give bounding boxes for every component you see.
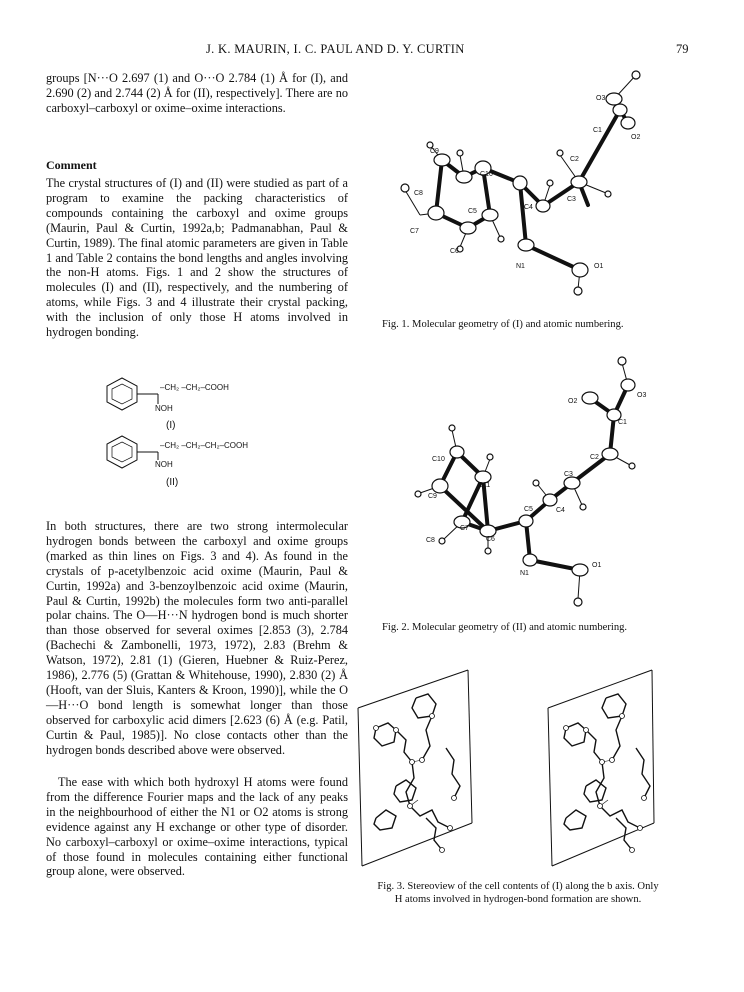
figure-3-stereoview — [356, 668, 656, 878]
fig2-label-c8: C8 — [426, 537, 435, 544]
intro-paragraph — [46, 71, 348, 116]
fig2-label-c4: C4 — [556, 507, 565, 514]
benzene-inner-ii — [112, 442, 132, 462]
stereo-right-molecules — [564, 694, 650, 850]
fig1-label-c9: C9 — [430, 148, 439, 155]
fig2-label-c5: C5 — [524, 506, 533, 513]
fig2-label-c11: C11 — [478, 482, 491, 489]
hydrogen-bond-text: In both structures, there are two strong intermolecular hydrogen bonds between the carboxyl and oxime groups (marked as thin lines on Figs. 3 and 4). As found in the crystals of p-acetylbenzoic acid oxime (Maurin, Paul & Curtin, 1992a) and 3-benzoylbenzoic acid oxime (Maurin, Paul & Curtin, 1992b) the molecules form two anti-parallel polar chains. The O—H···N hydrogen bond is much shorter than those observed for several oximes [2.853 (3), 2.784 (Bachechi & Zambonelli, 1973, 1972), 2.83 (Brehm & Watson, 1972), 2.81 (1) (Gieren, Huebner & Ruiz-Perez, 1986), 2.776 (5) (Grattan & Whitehouse, 1990), 2.830 (2) Å (Hooft, van der Sluis, Kanters & Kroon, 1990)], while the O—H···O bond length is somewhat longer than those observed for carboxylic acid dimers [2.623 (6) Å (e.g. Patil, Curtin & Paul, 1985)]. No close contacts other than the hydrogen bonds described above were observed. — [46, 519, 348, 757]
fig1-label-o1: O1 — [594, 263, 604, 270]
scheme-structure-i — [107, 378, 158, 410]
stereo-atoms — [374, 714, 647, 853]
stereo-right-cell — [548, 670, 654, 866]
scheme-structure-ii — [107, 436, 158, 468]
figure-3-caption — [368, 881, 668, 906]
scheme-oxime-i: NOH — [155, 404, 173, 413]
fig1-label-c7: C7 — [410, 228, 419, 235]
page-number: 79 — [676, 42, 689, 56]
fig1-label-c2: C2 — [570, 156, 579, 163]
fig2-label-c6: C6 — [486, 536, 495, 543]
fig1-atoms — [401, 71, 640, 295]
fig1-label-o2: O2 — [631, 134, 641, 141]
fig1-label-c8: C8 — [414, 190, 423, 197]
scheme-chain-ii: –CH₂ –CH₂–CH₂–COOH — [160, 441, 248, 450]
fig2-label-o3: O3 — [637, 392, 647, 399]
fig2-atoms — [415, 357, 635, 606]
running-header-authors: J. K. MAURIN, I. C. PAUL AND D. Y. CURTIN — [206, 42, 465, 56]
figure-1-caption: Fig. 1. Molecular geometry of (I) and atomic numbering. — [382, 319, 624, 330]
scheme-label-ii: (II) — [166, 477, 179, 488]
benzene-ring-ii — [107, 436, 137, 468]
scheme-chain-i: –CH₂ –CH₂–COOH — [160, 383, 229, 392]
comment-text: The crystal structures of (I) and (II) were studied as part of a program to examine the packing characteristics of compounds containing the carboxyl and oxime groups (Maurin, Paul & Curtin, 1992a,b; Padmanabhan, Paul & Curtin, 1989). The final atomic parameters are given in Table 1 and Table 2 contains the bond lengths and angles involving the non-H atoms. Figs. 1 and 2 show the structures of molecules (I) and (II), respectively, and the numbering of atoms, while Figs. 3 and 4 illustrate their crystal packing, with the inclusion of only those H atoms involved in hydrogen bonding. — [46, 176, 348, 340]
comment-paragraph — [46, 176, 348, 340]
fig2-label-o2: O2 — [568, 398, 578, 405]
comment-heading: Comment — [46, 158, 97, 172]
fig1-label-c4: C4 — [524, 204, 533, 211]
running-header — [0, 42, 744, 60]
figure-3-caption-line-2: H atoms involved in hydrogen-bond formation are shown. — [394, 893, 642, 905]
fig2-bonds — [440, 385, 628, 570]
fig1-label-c10: C10 — [480, 171, 493, 178]
fig2-label-c10: C10 — [432, 456, 445, 463]
fig2-label-o1: O1 — [592, 562, 602, 569]
fig1-label-c5: C5 — [468, 208, 477, 215]
scheme-oxime-ii: NOH — [155, 460, 173, 469]
figure-2-molecule — [360, 355, 660, 620]
chemical-scheme — [100, 376, 340, 516]
fig2-label-c9: C9 — [428, 493, 437, 500]
benzene-ring-i — [107, 378, 137, 410]
fig2-label-n1: N1 — [520, 570, 529, 577]
fig2-label-c2: C2 — [590, 454, 599, 461]
figure-1-molecule — [360, 65, 660, 305]
fig2-label-c7: C7 — [460, 525, 469, 532]
stereo-left-molecules — [374, 694, 460, 850]
figure-3-caption-line-1: Fig. 3. Stereoview of the cell contents of (I) along the b axis. Only — [377, 881, 659, 892]
fig2-label-c3: C3 — [564, 471, 573, 478]
disorder-text: The ease with which both hydroxyl H atoms were found from the difference Fourier maps and the lack of any peaks in the neighbourhood of either the N1 or O2 atoms is strong evidence against any H exchange or other type of disorder. No carboxyl–carboxyl or oxime–oxime interactions, typical of those found in molecules containing either functional group alone, were observed. — [46, 775, 348, 879]
hydrogen-bond-paragraph — [46, 519, 348, 758]
fig1-label-o3: O3 — [596, 95, 606, 102]
intro-text: groups [N···O 2.697 (1) and O···O 2.784 (1) Å for (I), and 2.690 (2) and 2.744 (2) Å for (II), respectively]. There are no carboxyl–carboxyl or oxime–oxime interactions. — [46, 71, 348, 115]
benzene-inner-i — [112, 384, 132, 404]
disorder-paragraph — [46, 775, 348, 879]
fig1-label-c6: C6 — [450, 248, 459, 255]
fig1-label-n1: N1 — [516, 263, 525, 270]
scheme-label-i: (I) — [166, 420, 176, 431]
fig1-label-c1: C1 — [593, 127, 602, 134]
fig1-label-c3: C3 — [567, 196, 576, 203]
figure-2-caption: Fig. 2. Molecular geometry of (II) and atomic numbering. — [382, 622, 628, 633]
fig2-label-c1: C1 — [618, 419, 627, 426]
